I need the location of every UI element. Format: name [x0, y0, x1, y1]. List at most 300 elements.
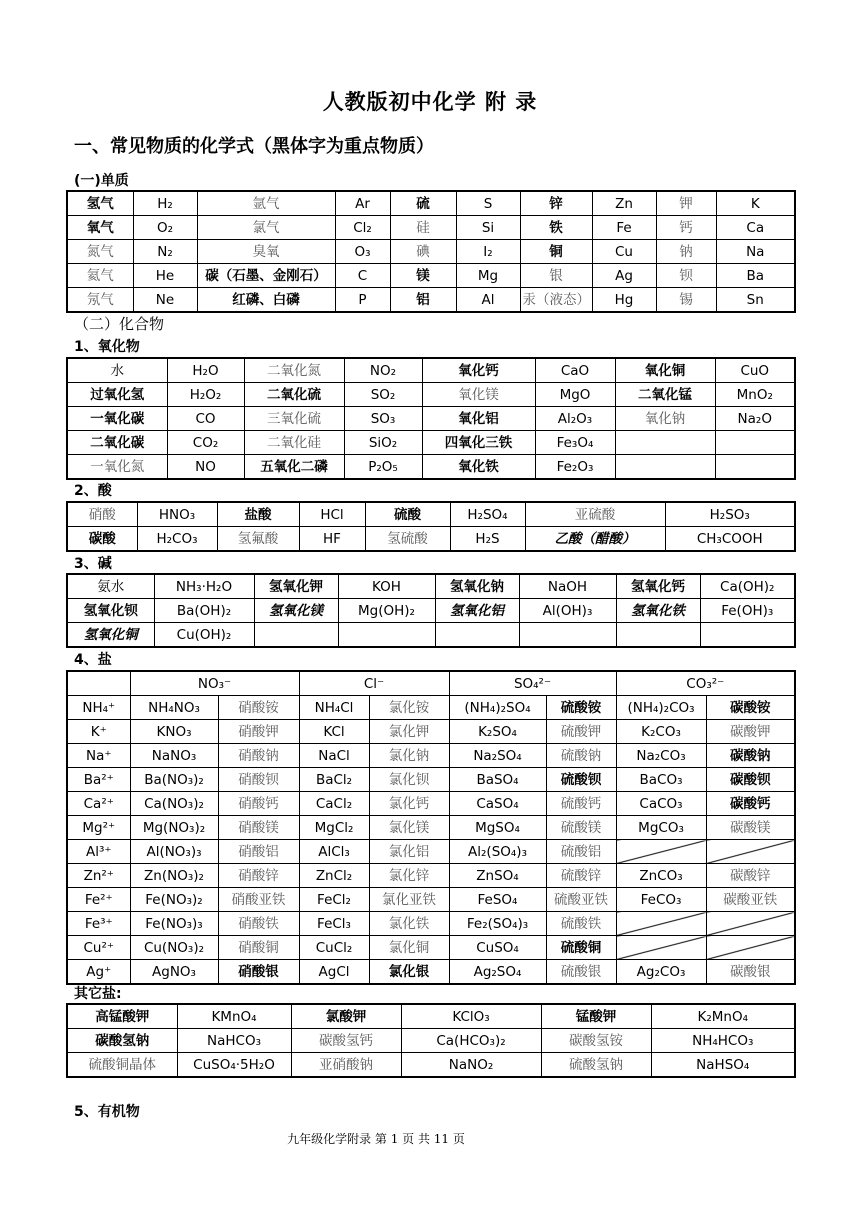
table-cell: He: [133, 264, 197, 288]
table-cell: Ba²⁺: [67, 768, 130, 792]
table-cell: 碳酸银: [706, 960, 795, 985]
table-cell: CuO: [715, 358, 795, 383]
table-cell: [700, 623, 795, 648]
table-cell: NH₄Cl: [299, 696, 369, 720]
table-cell: Mg²⁺: [67, 816, 130, 840]
compounds-heading: （二）化合物: [74, 315, 165, 333]
table-cell: [338, 623, 435, 648]
table-cell: H₂SO₃: [665, 502, 795, 527]
table-cell: 氢氧化钾: [254, 574, 338, 599]
table-row: [67, 264, 795, 288]
table-cell: Sn: [716, 288, 795, 313]
bases-table: [66, 573, 796, 648]
table-cell: 碳酸亚铁: [706, 888, 795, 912]
table-cell: Zn²⁺: [67, 864, 130, 888]
table-cell: Ag₂SO₄: [449, 960, 546, 985]
table-cell: 碳酸: [67, 527, 137, 552]
table-cell: H₂: [133, 191, 197, 216]
table-cell: 碳酸氢钙: [291, 1029, 401, 1053]
table-cell: CO₂: [167, 431, 244, 455]
table-cell: [615, 455, 715, 480]
table-cell: Mg(NO₃)₂: [130, 816, 218, 840]
table-cell: 硫酸铵: [546, 696, 616, 720]
table-row: [67, 455, 795, 480]
table-cell: 氯酸钾: [291, 1004, 401, 1029]
table-cell: Fe(OH)₃: [700, 599, 795, 623]
table-cell: 硝酸铵: [218, 696, 299, 720]
table-cell: 氧化铜: [615, 358, 715, 383]
elements-heading: (一)单质: [74, 173, 129, 189]
table-cell: CO: [167, 407, 244, 431]
table-cell: 硝酸亚铁: [218, 888, 299, 912]
table-cell: 氯化钡: [369, 768, 449, 792]
table-cell: (NH₄)₂CO₃: [616, 696, 706, 720]
table-row: [67, 574, 795, 599]
table-cell: FeCl₂: [299, 888, 369, 912]
table-row: [67, 216, 795, 240]
table-cell: NH₄HCO₃: [651, 1029, 795, 1053]
table-cell: 氯化铝: [369, 840, 449, 864]
table-cell: 氢氧化钠: [435, 574, 519, 599]
table-cell: SO₃: [344, 407, 422, 431]
table-cell: NaHSO₄: [651, 1053, 795, 1078]
table-row: [67, 720, 795, 744]
table-cell: 氯气: [197, 216, 335, 240]
table-cell: 二氧化氮: [244, 358, 344, 383]
table-cell: K₂SO₄: [449, 720, 546, 744]
table-cell: BaCO₃: [616, 768, 706, 792]
table-cell: ZnSO₄: [449, 864, 546, 888]
table-cell: 碳酸铵: [706, 696, 795, 720]
table-cell: 硝酸钡: [218, 768, 299, 792]
table-cell: 氧气: [67, 216, 133, 240]
table-cell: 二氧化硅: [244, 431, 344, 455]
table-cell: [616, 936, 706, 960]
table-cell: Ag⁺: [67, 960, 130, 985]
table-cell: FeSO₄: [449, 888, 546, 912]
table-cell: Ba(OH)₂: [154, 599, 254, 623]
table-cell: 硫酸钾: [546, 720, 616, 744]
table-cell: 氢氧化钡: [67, 599, 154, 623]
table-cell: Fe(NO₃)₃: [130, 912, 218, 936]
table-cell: AlCl₃: [299, 840, 369, 864]
table-cell: 硫酸: [365, 502, 450, 527]
table-cell: O₃: [335, 240, 390, 264]
table-row: [67, 960, 795, 985]
table-cell: P: [335, 288, 390, 313]
salts-corner: [67, 671, 130, 696]
table-cell: 臭氧: [197, 240, 335, 264]
table-cell: 硝酸钾: [218, 720, 299, 744]
table-row: [67, 383, 795, 407]
table-cell: P₂O₅: [344, 455, 422, 480]
table-cell: 碳酸镁: [706, 816, 795, 840]
table-cell: Al: [456, 288, 520, 313]
table-cell: 氢氧化铝: [435, 599, 519, 623]
table-row: [67, 527, 795, 552]
table-cell: 碘: [390, 240, 456, 264]
table-cell: Na⁺: [67, 744, 130, 768]
table-cell: 碳酸钠: [706, 744, 795, 768]
table-cell: 硫酸铜晶体: [67, 1053, 177, 1078]
table-cell: 硅: [390, 216, 456, 240]
table-cell: H₂CO₃: [137, 527, 217, 552]
table-cell: 氯化亚铁: [369, 888, 449, 912]
table-cell: 氧化铁: [422, 455, 535, 480]
salts-heading: 4、盐: [74, 652, 112, 668]
table-cell: Al₂O₃: [535, 407, 615, 431]
table-cell: 铁: [520, 216, 592, 240]
organic-heading: 5、有机物: [74, 1104, 140, 1120]
table-cell: MgO: [535, 383, 615, 407]
table-cell: S: [456, 191, 520, 216]
table-cell: Na₂SO₄: [449, 744, 546, 768]
table-cell: 二氧化硫: [244, 383, 344, 407]
table-cell: 银: [520, 264, 592, 288]
table-cell: Cu(OH)₂: [154, 623, 254, 648]
table-cell: 氧化铝: [422, 407, 535, 431]
table-cell: KMnO₄: [177, 1004, 291, 1029]
table-cell: 氖气: [67, 288, 133, 313]
table-cell: 氢氧化钙: [616, 574, 700, 599]
table-cell: KNO₃: [130, 720, 218, 744]
table-row: [67, 816, 795, 840]
table-cell: [706, 936, 795, 960]
table-cell: NaHCO₃: [177, 1029, 291, 1053]
table-cell: 硫酸亚铁: [546, 888, 616, 912]
table-cell: Al₂(SO₄)₃: [449, 840, 546, 864]
table-cell: 五氧化二磷: [244, 455, 344, 480]
table-cell: HNO₃: [137, 502, 217, 527]
salts-table: [66, 670, 796, 985]
table-cell: 碳酸氢钠: [67, 1029, 177, 1053]
table-cell: 氯化铵: [369, 696, 449, 720]
table-cell: 氯化钾: [369, 720, 449, 744]
table-row: [67, 888, 795, 912]
table-cell: CuSO₄·5H₂O: [177, 1053, 291, 1078]
table-cell: [715, 431, 795, 455]
table-cell: MnO₂: [715, 383, 795, 407]
table-cell: [616, 623, 700, 648]
table-cell: Cu: [592, 240, 656, 264]
table-cell: 镁: [390, 264, 456, 288]
table-cell: KOH: [338, 574, 435, 599]
table-cell: Fe²⁺: [67, 888, 130, 912]
table-row: [67, 599, 795, 623]
table-cell: MgCl₂: [299, 816, 369, 840]
table-cell: O₂: [133, 216, 197, 240]
table-cell: Cl₂: [335, 216, 390, 240]
table-cell: 氦气: [67, 264, 133, 288]
table-cell: BaSO₄: [449, 768, 546, 792]
table-cell: 钠: [656, 240, 716, 264]
acids-heading: 2、酸: [74, 483, 112, 499]
table-cell: Cu(NO₃)₂: [130, 936, 218, 960]
table-cell: Fe: [592, 216, 656, 240]
table-cell: 硫酸银: [546, 960, 616, 985]
table-cell: Ca(NO₃)₂: [130, 792, 218, 816]
table-cell: CaCO₃: [616, 792, 706, 816]
table-cell: Ca(HCO₃)₂: [401, 1029, 541, 1053]
table-cell: 钡: [656, 264, 716, 288]
table-cell: 氢氧化铁: [616, 599, 700, 623]
table-cell: 硫酸镁: [546, 816, 616, 840]
table-row: [67, 1004, 795, 1029]
table-cell: 氩气: [197, 191, 335, 216]
table-cell: 三氧化硫: [244, 407, 344, 431]
oxides-heading: 1、氧化物: [74, 339, 140, 355]
table-cell: 水: [67, 358, 167, 383]
table-cell: 铝: [390, 288, 456, 313]
table-cell: Ar: [335, 191, 390, 216]
table-cell: I₂: [456, 240, 520, 264]
table-cell: 硫酸钙: [546, 792, 616, 816]
table-cell: 硝酸钙: [218, 792, 299, 816]
table-cell: Fe₂(SO₄)₃: [449, 912, 546, 936]
table-cell: 硫酸钠: [546, 744, 616, 768]
table-cell: NH₄NO₃: [130, 696, 218, 720]
table-cell: K⁺: [67, 720, 130, 744]
table-cell: K: [716, 191, 795, 216]
table-cell: SO₂: [344, 383, 422, 407]
table-cell: Zn(NO₃)₂: [130, 864, 218, 888]
bases-heading: 3、碱: [74, 556, 112, 572]
table-cell: [519, 623, 616, 648]
table-cell: ZnCl₂: [299, 864, 369, 888]
table-cell: MgSO₄: [449, 816, 546, 840]
table-cell: ZnCO₃: [616, 864, 706, 888]
table-cell: NO₂: [344, 358, 422, 383]
table-cell: NaNO₃: [130, 744, 218, 768]
table-row: [67, 240, 795, 264]
acids-table: [66, 501, 796, 552]
table-cell: BaCl₂: [299, 768, 369, 792]
table-cell: [616, 912, 706, 936]
table-row: [67, 431, 795, 455]
anion-header: NO₃⁻: [130, 671, 299, 696]
table-cell: 硝酸铁: [218, 912, 299, 936]
table-row: [67, 864, 795, 888]
table-cell: NO: [167, 455, 244, 480]
table-cell: Ba(NO₃)₂: [130, 768, 218, 792]
table-cell: CuCl₂: [299, 936, 369, 960]
page-footer: 九年级化学附录 第 1 页 共 11 页: [287, 1132, 465, 1146]
table-cell: 盐酸: [217, 502, 299, 527]
table-cell: 乙酸（醋酸）: [525, 527, 665, 552]
table-cell: 二氧化碳: [67, 431, 167, 455]
table-cell: 氯化钙: [369, 792, 449, 816]
table-row: [67, 936, 795, 960]
table-cell: 碳酸钾: [706, 720, 795, 744]
table-cell: 四氧化三铁: [422, 431, 535, 455]
table-cell: Si: [456, 216, 520, 240]
table-cell: 氯化银: [369, 960, 449, 985]
table-cell: Na₂O: [715, 407, 795, 431]
table-cell: 碳酸钡: [706, 768, 795, 792]
table-cell: (NH₄)₂SO₄: [449, 696, 546, 720]
table-cell: CH₃COOH: [665, 527, 795, 552]
table-cell: 硫酸钡: [546, 768, 616, 792]
table-cell: AgNO₃: [130, 960, 218, 985]
table-cell: H₂S: [450, 527, 525, 552]
table-cell: 氧化钙: [422, 358, 535, 383]
table-cell: Ag₂CO₃: [616, 960, 706, 985]
table-cell: K₂MnO₄: [651, 1004, 795, 1029]
table-cell: 亚硫酸: [525, 502, 665, 527]
table-cell: 硝酸: [67, 502, 137, 527]
table-cell: 硝酸铝: [218, 840, 299, 864]
table-cell: K₂CO₃: [616, 720, 706, 744]
table-cell: CuSO₄: [449, 936, 546, 960]
table-cell: MgCO₃: [616, 816, 706, 840]
table-cell: 氯化锌: [369, 864, 449, 888]
table-cell: 氢氧化铜: [67, 623, 154, 648]
elements-table: [66, 190, 796, 313]
table-cell: 氨水: [67, 574, 154, 599]
table-cell: SiO₂: [344, 431, 422, 455]
table-row: [67, 792, 795, 816]
table-cell: 锡: [656, 288, 716, 313]
table-cell: 碳酸钙: [706, 792, 795, 816]
table-cell: 氢硫酸: [365, 527, 450, 552]
table-cell: Ne: [133, 288, 197, 313]
table-cell: CaCl₂: [299, 792, 369, 816]
table-cell: CaSO₄: [449, 792, 546, 816]
table-cell: Mg: [456, 264, 520, 288]
table-cell: FeCO₃: [616, 888, 706, 912]
table-cell: 亚硝酸钠: [291, 1053, 401, 1078]
table-cell: [706, 840, 795, 864]
table-cell: 硫酸铜: [546, 936, 616, 960]
table-cell: Ca²⁺: [67, 792, 130, 816]
table-cell: 硝酸银: [218, 960, 299, 985]
table-cell: Fe₂O₃: [535, 455, 615, 480]
anion-header: Cl⁻: [299, 671, 449, 696]
table-cell: NH₃·H₂O: [154, 574, 254, 599]
table-cell: FeCl₃: [299, 912, 369, 936]
table-cell: Fe(NO₃)₂: [130, 888, 218, 912]
table-cell: [615, 431, 715, 455]
table-cell: 硫酸氢钠: [541, 1053, 651, 1078]
table-cell: Ba: [716, 264, 795, 288]
section-heading: 一、常见物质的化学式（黑体字为重点物质）: [74, 136, 434, 157]
table-cell: 氢氧化镁: [254, 599, 338, 623]
table-row: [67, 407, 795, 431]
table-cell: Cu²⁺: [67, 936, 130, 960]
table-cell: Fe³⁺: [67, 912, 130, 936]
table-cell: 碳酸锌: [706, 864, 795, 888]
table-cell: H₂O₂: [167, 383, 244, 407]
table-cell: 锰酸钾: [541, 1004, 651, 1029]
table-cell: NH₄⁺: [67, 696, 130, 720]
table-cell: 钙: [656, 216, 716, 240]
table-cell: 高锰酸钾: [67, 1004, 177, 1029]
table-cell: 锌: [520, 191, 592, 216]
table-cell: 硝酸铜: [218, 936, 299, 960]
table-cell: Na: [716, 240, 795, 264]
table-cell: 一氧化碳: [67, 407, 167, 431]
other-salts-table: [66, 1003, 796, 1078]
table-cell: 氧化钠: [615, 407, 715, 431]
table-cell: 碳酸氢铵: [541, 1029, 651, 1053]
anion-header: CO₃²⁻: [616, 671, 795, 696]
table-cell: Ag: [592, 264, 656, 288]
table-row: [67, 623, 795, 648]
table-cell: N₂: [133, 240, 197, 264]
table-cell: 氯化镁: [369, 816, 449, 840]
table-cell: Al³⁺: [67, 840, 130, 864]
table-cell: HCl: [299, 502, 365, 527]
table-cell: Na₂CO₃: [616, 744, 706, 768]
table-cell: Al(OH)₃: [519, 599, 616, 623]
table-cell: Fe₃O₄: [535, 431, 615, 455]
table-cell: NaCl: [299, 744, 369, 768]
table-cell: 氢气: [67, 191, 133, 216]
page-title: 人教版初中化学 附 录: [322, 90, 538, 114]
table-cell: 一氧化氮: [67, 455, 167, 480]
table-cell: 二氧化锰: [615, 383, 715, 407]
table-row: [67, 358, 795, 383]
table-cell: 红磷、白磷: [197, 288, 335, 313]
table-cell: NaOH: [519, 574, 616, 599]
table-cell: 硫: [390, 191, 456, 216]
table-cell: 氧化镁: [422, 383, 535, 407]
table-cell: Zn: [592, 191, 656, 216]
table-cell: 硝酸钠: [218, 744, 299, 768]
table-row: [67, 840, 795, 864]
table-cell: Al(NO₃)₃: [130, 840, 218, 864]
table-cell: AgCl: [299, 960, 369, 985]
table-cell: Ca: [716, 216, 795, 240]
table-cell: [435, 623, 519, 648]
table-cell: 氮气: [67, 240, 133, 264]
table-cell: Hg: [592, 288, 656, 313]
table-cell: 铜: [520, 240, 592, 264]
table-cell: 氯化铜: [369, 936, 449, 960]
table-cell: 汞（液态）: [520, 288, 592, 313]
table-row: [67, 744, 795, 768]
other-salts-heading: 其它盐:: [74, 986, 122, 1002]
table-row: [67, 1053, 795, 1078]
table-row: [67, 1029, 795, 1053]
table-cell: 硫酸铁: [546, 912, 616, 936]
table-cell: 钾: [656, 191, 716, 216]
table-cell: H₂SO₄: [450, 502, 525, 527]
table-cell: 硫酸锌: [546, 864, 616, 888]
table-cell: HF: [299, 527, 365, 552]
table-cell: [254, 623, 338, 648]
oxides-table: [66, 357, 796, 480]
table-row: [67, 912, 795, 936]
table-cell: 碳（石墨、金刚石）: [197, 264, 335, 288]
table-cell: [706, 912, 795, 936]
table-cell: NaNO₂: [401, 1053, 541, 1078]
table-cell: Mg(OH)₂: [338, 599, 435, 623]
table-cell: 氯化铁: [369, 912, 449, 936]
table-row: [67, 696, 795, 720]
table-cell: [715, 455, 795, 480]
table-cell: 硝酸镁: [218, 816, 299, 840]
table-cell: 氯化钠: [369, 744, 449, 768]
table-row: [67, 502, 795, 527]
table-cell: Ca(OH)₂: [700, 574, 795, 599]
table-row: [67, 768, 795, 792]
table-cell: [616, 840, 706, 864]
table-row: [67, 288, 795, 313]
table-cell: 过氧化氢: [67, 383, 167, 407]
anion-header: SO₄²⁻: [449, 671, 616, 696]
table-cell: 硝酸锌: [218, 864, 299, 888]
